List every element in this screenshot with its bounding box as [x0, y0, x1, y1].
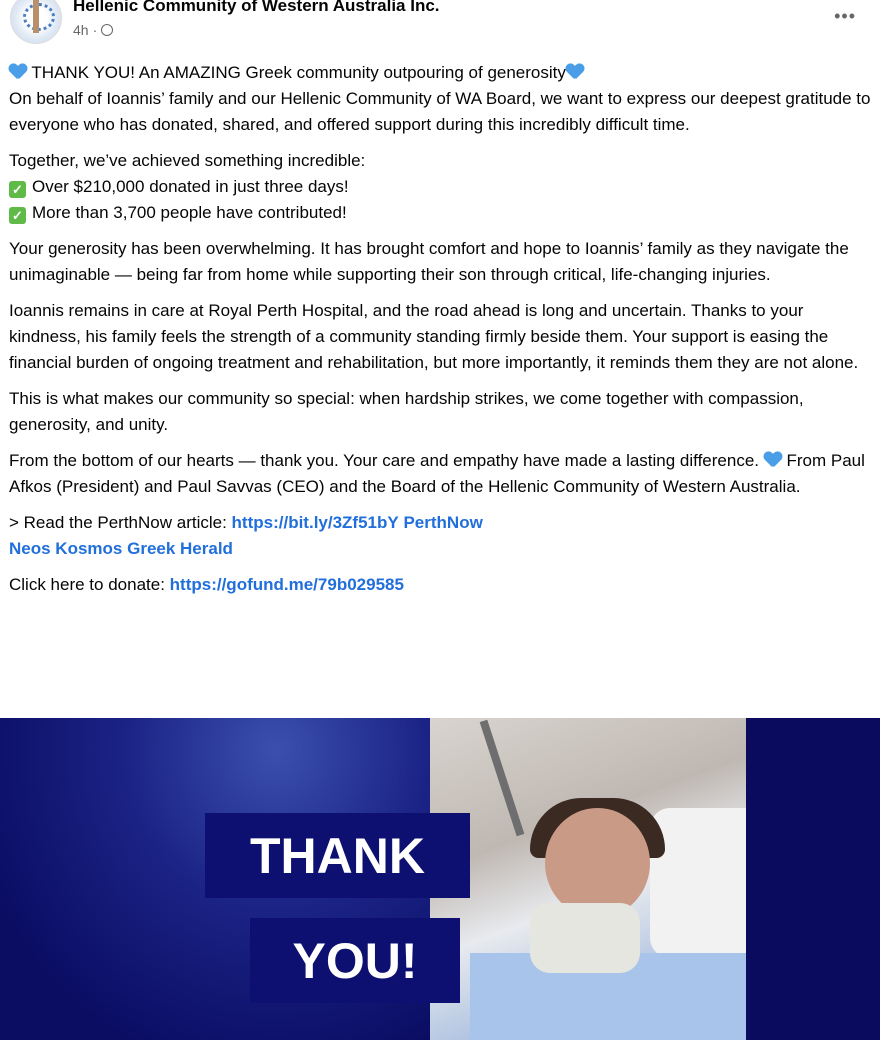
paragraph-signoff: From Paul Afkos (President) and Paul Savvas (CEO) and the Board of the Hellenic Community of Western Australia. — [9, 451, 865, 496]
paragraph-gratitude: On behalf of Ioannis’ family and our Hellenic Community of WA Board, we want to express our deepest gratitude to everyone who has donated, shared, and offered support during this incredibly difficult time. — [9, 89, 871, 134]
post-text — [9, 60, 871, 608]
post-header — [0, 0, 880, 60]
paragraph-hospital: Ioannis remains in care at Royal Perth Hospital, and the road ahead is long and uncertain. Thanks to your kindness, his family feels the strength of a community standing firmly beside them. Your support is easing the financial burden of ongoing treatment and rehabilitation, but more importantly, it reminds them they are not alone. — [9, 301, 859, 372]
check-mark-icon: ✓ — [9, 181, 26, 198]
greek-herald-link[interactable]: Greek Herald — [127, 539, 233, 558]
globe-icon — [101, 24, 113, 36]
patient-face — [545, 808, 650, 918]
blue-heart-icon — [764, 452, 782, 468]
check-mark-icon: ✓ — [9, 207, 26, 224]
neck-brace — [530, 903, 640, 973]
page-name-link[interactable]: Hellenic Community of Western Australia Inc. — [73, 0, 440, 15]
blue-heart-icon — [9, 64, 27, 80]
bitly-link[interactable]: https://bit.ly/3Zf51bY — [231, 513, 399, 532]
perthnow-link[interactable]: PerthNow — [403, 513, 483, 532]
post-time[interactable]: 4h — [73, 22, 89, 38]
read-article-label: > Read the PerthNow article: — [9, 513, 227, 532]
banner-right-strip — [746, 718, 880, 1040]
blue-heart-icon — [566, 64, 584, 80]
pillow — [650, 808, 746, 958]
meta-separator: · — [92, 22, 98, 38]
paragraph-community: This is what makes our community so special: when hardship strikes, we come together with compassion, generosity, and unity. — [9, 389, 804, 434]
you-banner-text: YOU! — [250, 918, 460, 1003]
achievement-contributors: More than 3,700 people have contributed! — [32, 203, 347, 222]
headline: THANK YOU! An AMAZING Greek community outpouring of generosity — [31, 63, 566, 82]
gofundme-link[interactable]: https://gofund.me/79b029585 — [169, 575, 404, 594]
paragraph-thanks: From the bottom of our hearts — thank you. Your care and empathy have made a lasting difference. — [9, 451, 760, 470]
achievement-intro: Together, we’ve achieved something incredible: — [9, 151, 366, 170]
paragraph-generosity: Your generosity has been overwhelming. It has brought comfort and hope to Ioannis’ family as they navigate the unimaginable — being far from home while supporting their son through critical, life-changing injuries. — [9, 239, 849, 284]
donate-label: Click here to donate: — [9, 575, 165, 594]
page-avatar[interactable] — [10, 0, 62, 44]
thank-banner-text: THANK — [205, 813, 470, 898]
post-image[interactable] — [0, 718, 880, 1040]
post-meta — [73, 22, 113, 38]
neos-kosmos-link[interactable]: Neos Kosmos — [9, 539, 123, 558]
more-options-icon[interactable]: ••• — [834, 6, 856, 26]
achievement-donations: Over $210,000 donated in just three days! — [32, 177, 349, 196]
